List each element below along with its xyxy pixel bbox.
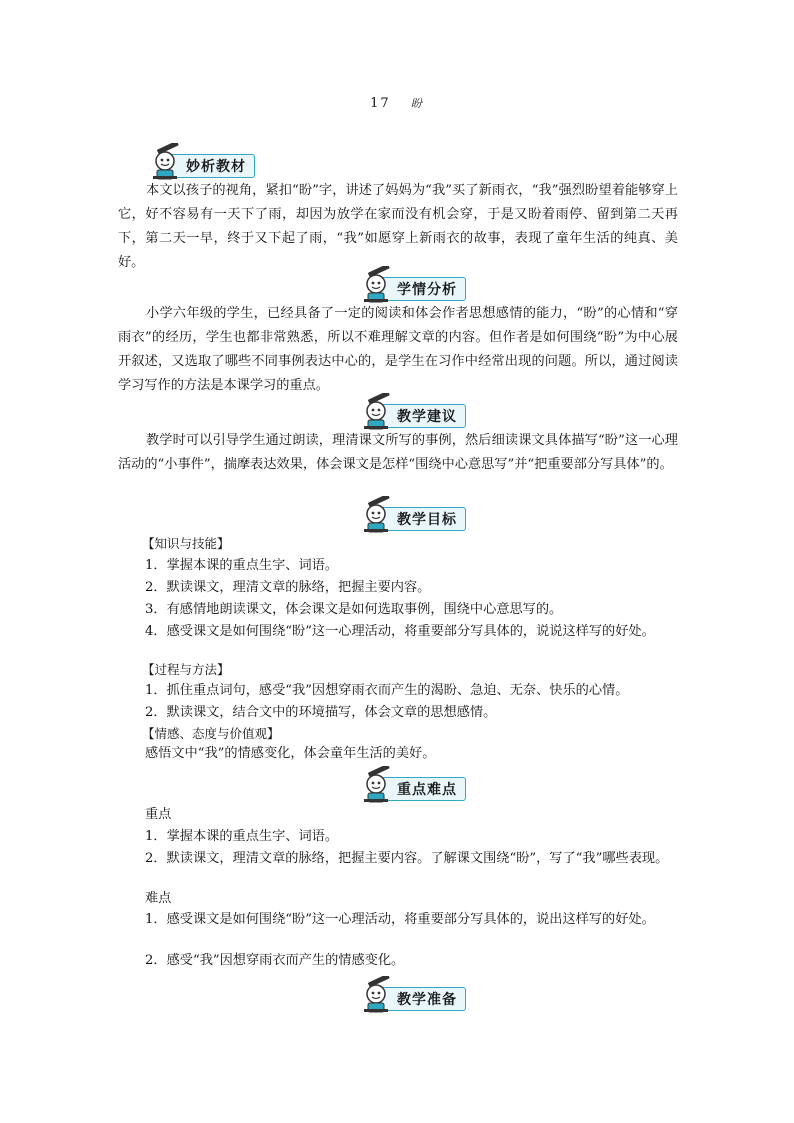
difficult-item: 2．感受“我”因想穿雨衣而产生的情感变化。	[145, 953, 405, 968]
teacher-mascot-icon	[147, 143, 187, 181]
teacher-mascot-icon	[358, 496, 398, 534]
process-item: 2．默读课文，结合文中的环境描写，体会文章的思想感情。	[145, 705, 497, 720]
section-heading-key-points	[358, 767, 466, 803]
key-item: 1．掌握本课的重点生字、词语。	[145, 829, 339, 844]
process-item: 1．抓住重点词句，感受“我”因想穿雨衣而产生的渴盼、急迫、无奈、快乐的心情。	[145, 683, 629, 698]
process-label: 【过程与方法】	[142, 662, 230, 677]
teacher-mascot-icon	[358, 393, 398, 431]
emotion-text: 感悟文中“我”的情感变化，体会童年生活的美好。	[145, 746, 436, 761]
students-text: 小学六年级的学生，已经具备了一定的阅读和体会作者思想感情的能力，“盼”的心情和“穿雨衣”的经历，学生也都非常熟悉，所以不难理解文章的内容。但作者是如何围绕“盼”为中心展开叙述，又选取了哪些不同事例表达中心的，是学生在习作中经常出现的问题。所以，通过阅读学习写作的方法是本课学习的重点。	[118, 306, 678, 393]
section-heading-label: 重点难点	[374, 777, 466, 801]
knowledge-item: 4．感受课文是如何围绕“盼”这一心理活动，将重要部分写具体的，说说这样写的好处。	[145, 624, 655, 639]
section-heading-students	[358, 267, 466, 303]
section-heading-label: 妙析教材	[163, 154, 255, 178]
section-heading-label: 学情分析	[374, 277, 466, 301]
knowledge-label: 【知识与技能】	[142, 536, 230, 551]
section-heading-suggestion	[358, 394, 466, 430]
section-heading-label: 教学建议	[374, 404, 466, 428]
teacher-mascot-icon	[358, 976, 398, 1014]
section-heading-preparation	[358, 977, 466, 1013]
section-heading-analysis	[147, 144, 255, 180]
knowledge-item: 1．掌握本课的重点生字、词语。	[145, 558, 339, 573]
key-item: 2．默读课文，理清文章的脉络，把握主要内容。了解课文围绕“盼”，写了“我”哪些表现。	[145, 851, 669, 866]
teacher-mascot-icon	[358, 766, 398, 804]
knowledge-item: 2．默读课文，理清文章的脉络，把握主要内容。	[145, 580, 431, 595]
teacher-mascot-icon	[358, 266, 398, 304]
section-heading-goals	[358, 497, 466, 533]
page-title	[0, 95, 794, 111]
analysis-text: 本文以孩子的视角，紧扣“盼”字，讲述了妈妈为“我”买了新雨衣，“我”强烈盼望着能够穿上它，好不容易有一天下了雨，却因为放学在家而没有机会穿，于是又盼着雨停、留到第二天再下，第二天一早，终于又下起了雨，“我”如愿穿上新雨衣的故事，表现了童年生活的纯真、美好。	[118, 183, 678, 270]
section-heading-label: 教学准备	[374, 987, 466, 1011]
section-heading-label: 教学目标	[374, 507, 466, 531]
emotion-label: 【情感、态度与价值观】	[142, 726, 280, 741]
difficult-item: 1．感受课文是如何围绕“盼”这一心理活动，将重要部分写具体的，说出这样写的好处。	[145, 912, 655, 927]
lesson-number: 17	[370, 96, 391, 111]
key-label: 重点	[145, 807, 172, 822]
knowledge-item: 3．有感情地朗读课文，体会课文是如何选取事例，围绕中心意思写的。	[145, 602, 563, 617]
difficult-label: 难点	[145, 891, 172, 906]
lesson-title: 盼	[410, 97, 424, 110]
suggestion-text: 教学时可以引导学生通过朗读，理清课文所写的事例，然后细读课文具体描写“盼”这一心理活动的“小事件”，揣摩表达效果，体会课文是怎样“围绕中心意思写”并“把重要部分写具体”的。	[118, 433, 678, 472]
